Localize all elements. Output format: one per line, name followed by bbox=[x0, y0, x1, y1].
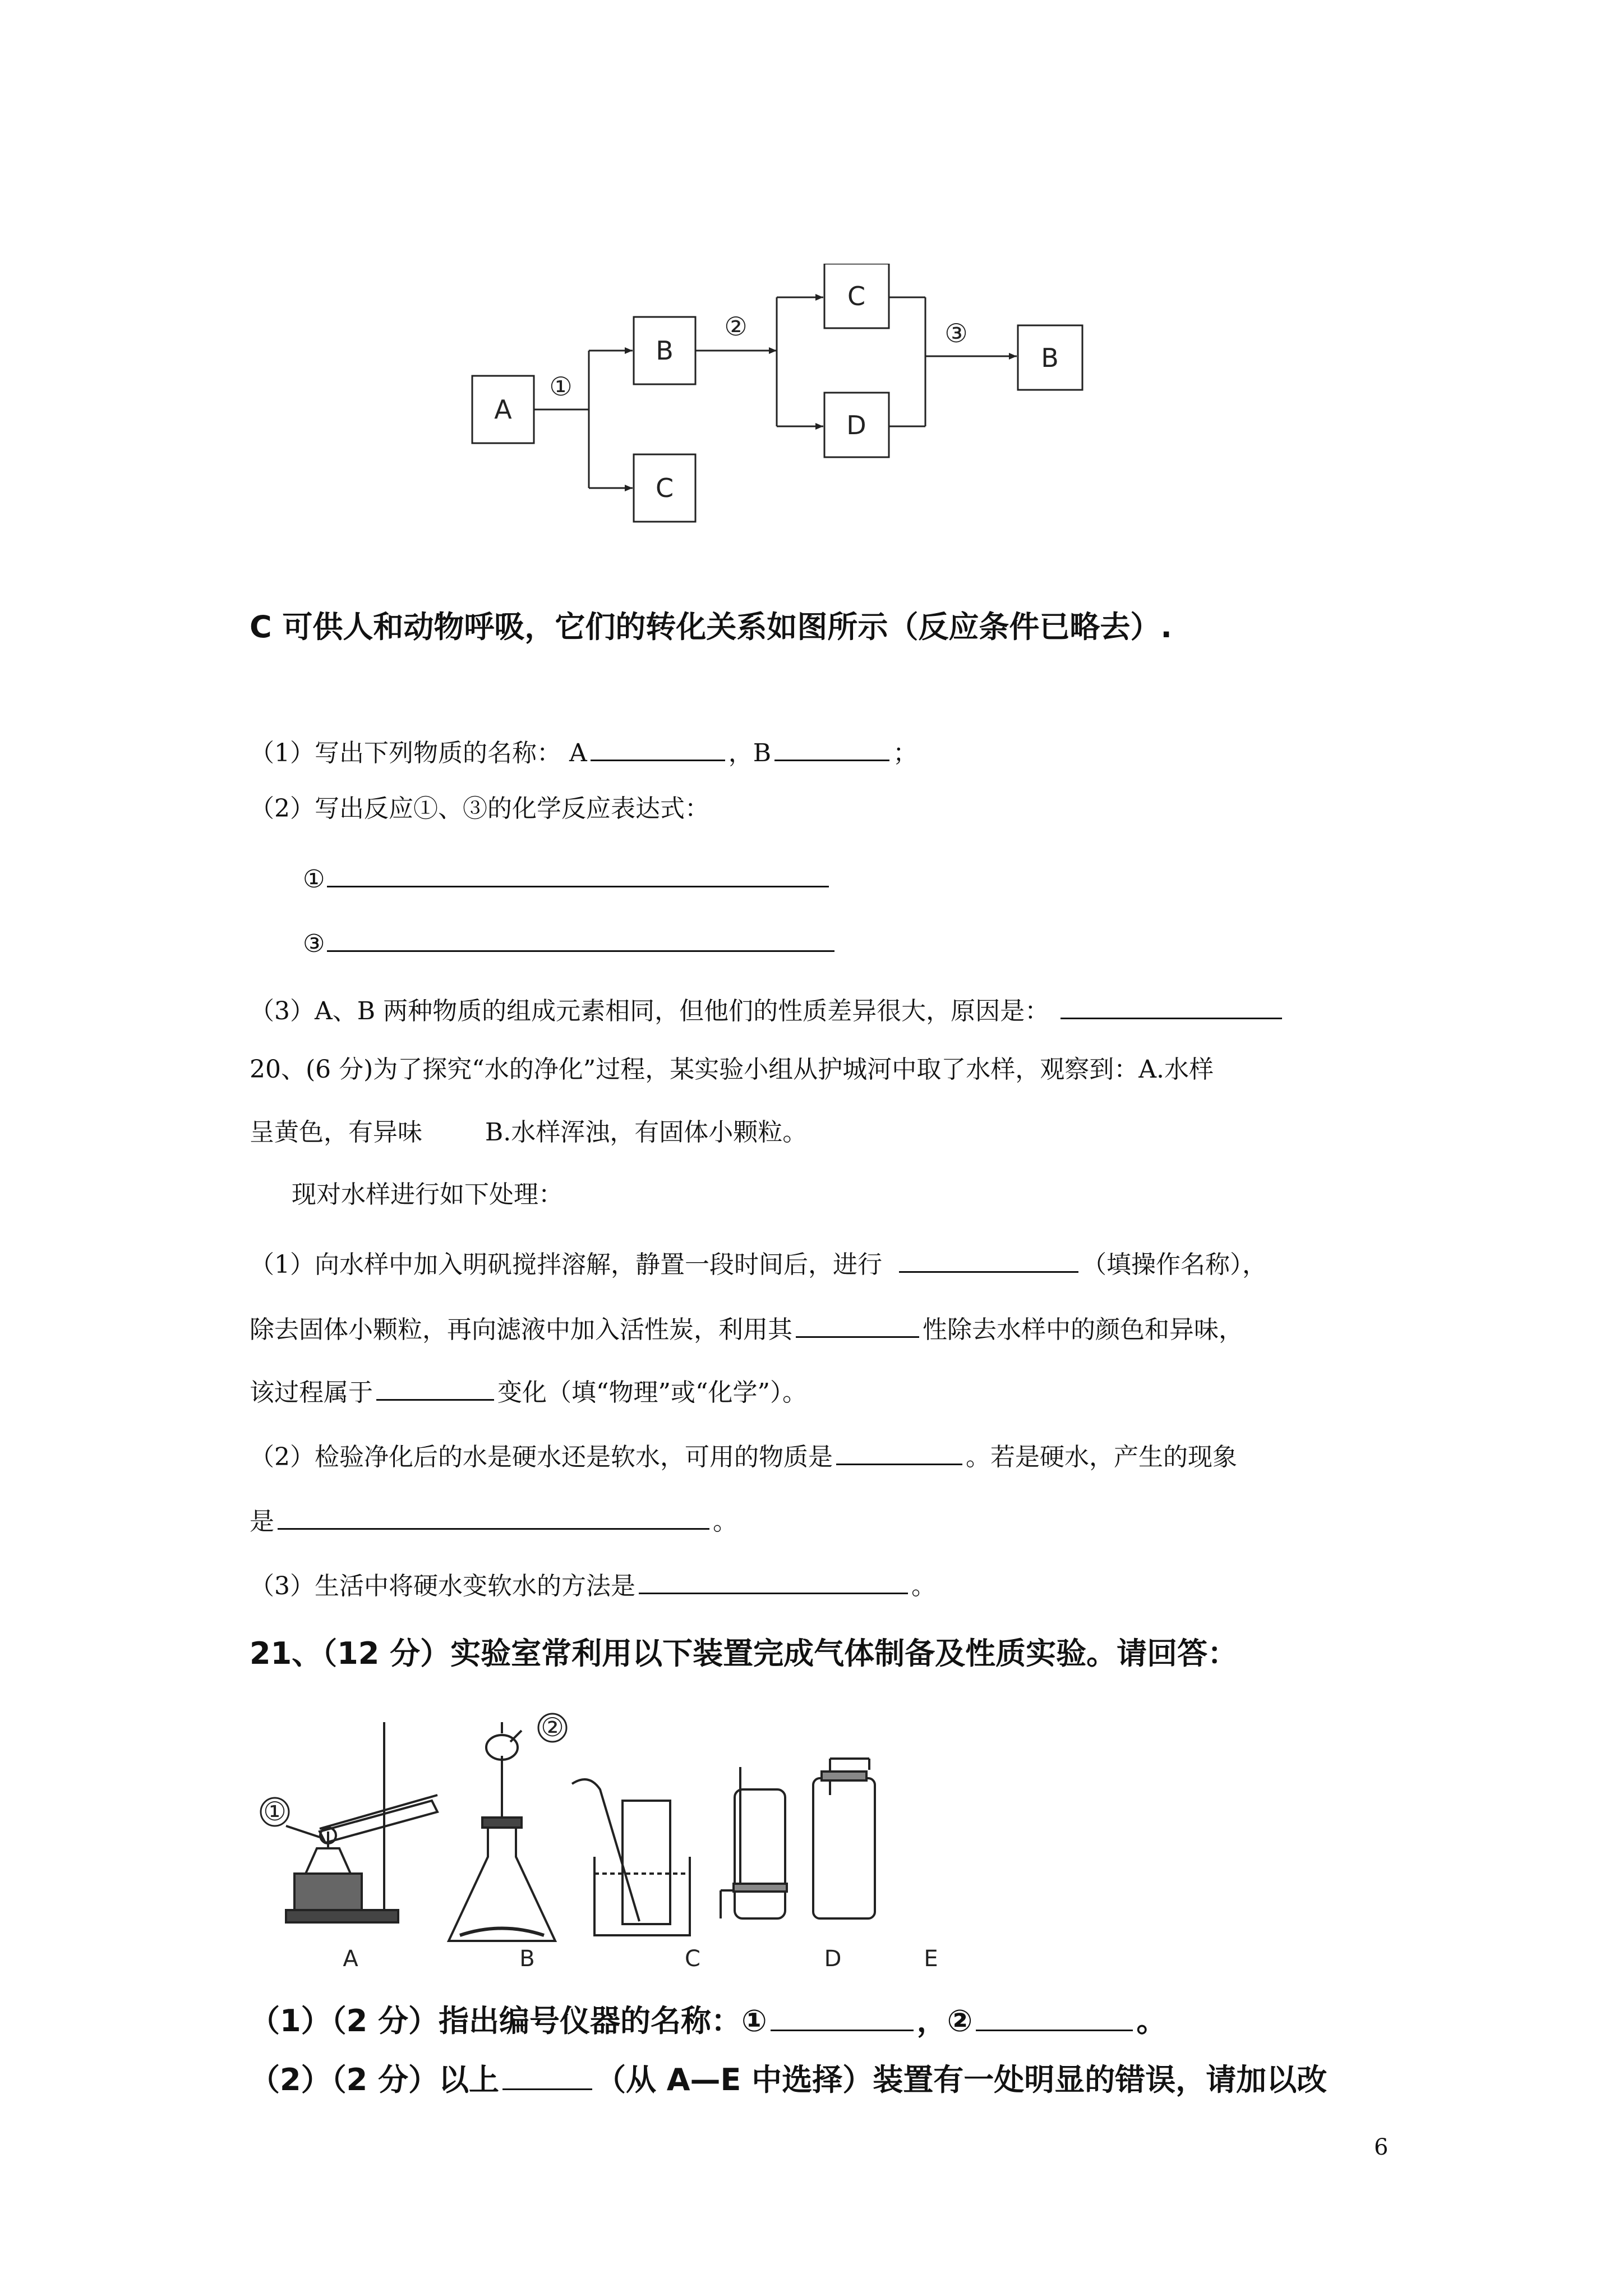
q19-eq3: ③ bbox=[303, 926, 838, 956]
step2-label: ② bbox=[724, 311, 748, 342]
q20-part1b: 除去固体小颗粒，再向滤液中加入活性炭，利用其 性除去水样中的颜色和异味， bbox=[250, 1312, 1243, 1342]
apparatus-label-c: C bbox=[685, 1946, 700, 1972]
apparatus-label-d: D bbox=[824, 1946, 842, 1972]
answer-blank-a[interactable] bbox=[591, 735, 725, 761]
answer-blank-instrument-1[interactable] bbox=[771, 2005, 914, 2031]
apparatus-b bbox=[449, 1722, 555, 1941]
answer-blank-softening[interactable] bbox=[639, 1568, 908, 1594]
apparatus-a bbox=[286, 1722, 437, 1922]
q21-title: 21、（12 分）实验室常利用以下装置完成气体制备及性质实验。请回答： bbox=[250, 1636, 1238, 1671]
apparatus-e bbox=[813, 1759, 875, 1918]
answer-blank-property[interactable] bbox=[796, 1312, 919, 1338]
q20-line1: 20、(6 分)为了探究“水的净化”过程，某实验小组从护城河中取了水样，观察到：A.水样 bbox=[250, 1055, 1214, 1084]
lab-apparatus-figure bbox=[252, 1705, 993, 1980]
step3-label: ③ bbox=[944, 318, 968, 348]
answer-blank-b[interactable] bbox=[774, 735, 889, 761]
answer-blank-instrument-2[interactable] bbox=[976, 2005, 1133, 2031]
answer-blank-reason[interactable] bbox=[1061, 993, 1282, 1019]
q20-part1c: 该过程属于 变化（填“物理”或“化学”）。 bbox=[250, 1374, 807, 1405]
node-c1-label: C bbox=[655, 473, 674, 503]
q20-part1a: （1）向水样中加入明矾搅拌溶解，静置一段时间后，进行 （填操作名称）， bbox=[250, 1246, 1267, 1277]
answer-blank-operation[interactable] bbox=[899, 1246, 1078, 1273]
flow-diagram bbox=[460, 264, 1099, 533]
answer-blank-wrong-apparatus[interactable] bbox=[502, 2064, 592, 2090]
apparatus-label-a: A bbox=[343, 1946, 358, 1972]
q19-intro: C 可供人和动物呼吸，它们的转化关系如图所示（反应条件已略去）. bbox=[250, 609, 1172, 645]
node-b1-label: B bbox=[656, 335, 674, 366]
q20-part3: （3）生活中将硬水变软水的方法是 。 bbox=[250, 1568, 936, 1599]
q21-part1: （1）（2 分）指出编号仪器的名称：① ，② 。 bbox=[250, 2003, 1167, 2039]
answer-blank-phenomenon[interactable] bbox=[278, 1503, 709, 1530]
page-number: 6 bbox=[1374, 2134, 1389, 2160]
q20-line3: 现对水样进行如下处理： bbox=[292, 1180, 563, 1209]
marker-2: ② bbox=[541, 1712, 564, 1742]
answer-blank-eq1[interactable] bbox=[327, 861, 829, 887]
q20-part2a: （2）检验净化后的水是硬水还是软水，可用的物质是 。若是硬水，产生的现象 bbox=[250, 1439, 1237, 1470]
answer-blank-reagent[interactable] bbox=[836, 1439, 962, 1465]
node-a-label: A bbox=[494, 394, 512, 425]
answer-blank-change-type[interactable] bbox=[376, 1374, 494, 1401]
apparatus-c bbox=[572, 1779, 690, 1935]
answer-blank-eq3[interactable] bbox=[327, 926, 834, 952]
node-b2-label: B bbox=[1041, 343, 1059, 373]
q20-part2b: 是 。 bbox=[250, 1503, 737, 1534]
q19-eq1: ① bbox=[303, 861, 832, 892]
q20-line2: 呈黄色，有异味 B.水样浑浊，有固体小颗粒。 bbox=[250, 1118, 808, 1147]
q19-part3: （3）A、B 两种物质的组成元素相同，但他们的性质差异很大，原因是： bbox=[250, 993, 1285, 1024]
q19-part1: （1）写出下列物质的名称： A ，B ； bbox=[250, 735, 917, 766]
apparatus-d bbox=[721, 1767, 787, 1918]
step1-label: ① bbox=[549, 371, 573, 402]
apparatus-label-e: E bbox=[924, 1946, 938, 1972]
apparatus-label-b: B bbox=[519, 1946, 535, 1972]
node-d-label: D bbox=[846, 410, 866, 440]
q19-part2: （2）写出反应①、③的化学反应表达式： bbox=[250, 794, 709, 823]
node-c2-label: C bbox=[847, 281, 866, 311]
q21-part2: （2）（2 分）以上 （从 A—E 中选择）装置有一处明显的错误，请加以改 bbox=[250, 2062, 1327, 2097]
marker-1: ① bbox=[263, 1796, 287, 1826]
